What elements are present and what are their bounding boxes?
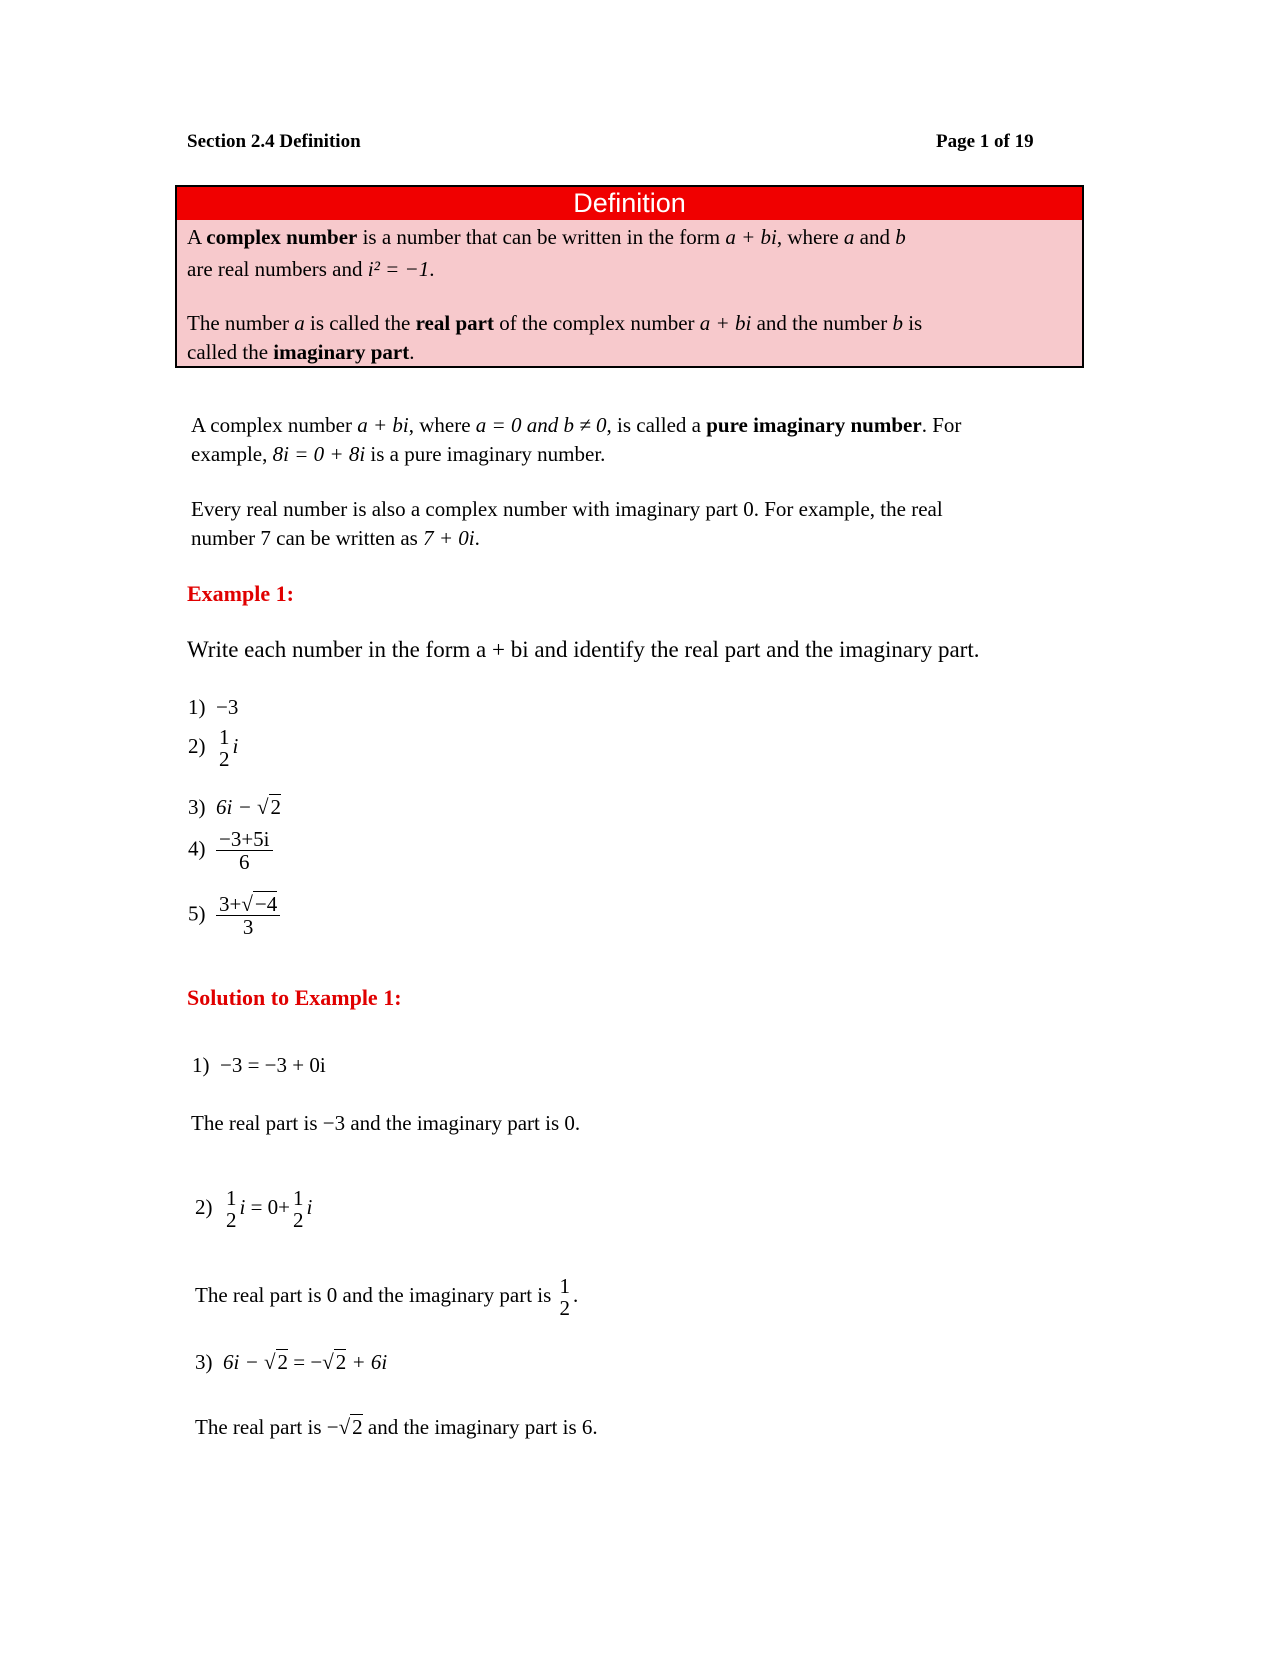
- definition-line-3: [187, 311, 922, 336]
- text: .: [573, 1282, 579, 1307]
- fraction: [223, 1187, 240, 1231]
- math: 7 + 0i: [423, 526, 475, 550]
- denominator: 2: [226, 1208, 237, 1233]
- solution-3-text: The real part is −√2 and the imaginary part is 6.: [195, 1415, 598, 1439]
- math: 6i −: [223, 1350, 265, 1374]
- denominator: 2: [293, 1208, 304, 1233]
- example-item-1: [188, 695, 238, 720]
- math: b: [895, 225, 906, 249]
- radicand: 2: [335, 1350, 347, 1374]
- term-complex-number: complex number: [206, 225, 358, 249]
- math: a + bi: [725, 225, 777, 249]
- math: i: [239, 1194, 246, 1219]
- math: a + bi: [699, 311, 752, 335]
- text: .: [409, 340, 415, 364]
- numerator: −3+5i: [219, 827, 270, 851]
- text: . For: [921, 413, 962, 437]
- text: A complex number: [191, 413, 358, 437]
- item-label: 2): [195, 1194, 213, 1219]
- math: i: [232, 733, 239, 758]
- item-label: 3): [188, 795, 206, 819]
- real-number-line-1: Every real number is also a complex number with imaginary part 0. For example, the real: [191, 497, 943, 521]
- text: are real numbers and: [187, 257, 368, 281]
- text: and: [854, 225, 896, 249]
- item-label: 3): [195, 1350, 213, 1374]
- text: .: [474, 526, 480, 550]
- text: The number: [187, 311, 295, 335]
- math: = 0+: [245, 1194, 291, 1219]
- math: i: [306, 1194, 313, 1219]
- math: b: [892, 311, 903, 335]
- solution-heading: Solution to Example 1:: [187, 985, 402, 1010]
- numerator: 1: [226, 1186, 237, 1210]
- solution-1-expr: [192, 1053, 326, 1078]
- fraction: $\frac{3+√-4}{3}$: [216, 893, 280, 938]
- numerator: 1: [219, 725, 230, 749]
- item-label: 5): [188, 901, 206, 926]
- example-item-5: [188, 893, 280, 938]
- solution-2-text: [195, 1275, 578, 1319]
- fraction: [216, 828, 273, 873]
- math: a + bi: [357, 413, 409, 437]
- example-item-4: [188, 828, 273, 873]
- example-item-3: 3) 6i − √2: [188, 795, 282, 819]
- text: , where: [408, 413, 476, 437]
- solution-2-expr: [195, 1187, 312, 1231]
- numerator: 1: [559, 1274, 571, 1298]
- example-item-2: [188, 726, 238, 770]
- section-title: Section 2.4 Definition: [187, 131, 361, 152]
- radicand: 2: [352, 1415, 363, 1439]
- text: of the complex number: [493, 311, 700, 335]
- math: a: [843, 225, 855, 249]
- math: −3 = −3 + 0i: [220, 1053, 326, 1077]
- definition-title: Definition: [177, 187, 1082, 220]
- math: −3: [216, 695, 239, 719]
- text: called the: [187, 340, 274, 364]
- math: + 6i: [346, 1350, 388, 1374]
- text: The real part is −: [195, 1415, 339, 1439]
- numerator: 1: [293, 1186, 304, 1210]
- fraction: [557, 1275, 574, 1319]
- definition-line-1: [187, 225, 906, 250]
- math: a: [294, 311, 305, 335]
- term-pure-imaginary: pure imaginary number: [706, 413, 922, 437]
- math: a = 0 and b ≠ 0: [475, 413, 607, 437]
- denominator: 3: [216, 915, 280, 938]
- definition-box: [175, 185, 1084, 368]
- solution-3-expr: 3) 6i − √2 = −√2 + 6i: [195, 1350, 388, 1374]
- radicand: 2: [277, 1350, 289, 1374]
- page-label: Page 1 of 19: [936, 131, 1034, 152]
- item-label: 1): [192, 1053, 210, 1077]
- item-label: 2): [188, 733, 206, 758]
- definition-line-2: [187, 257, 434, 282]
- text: and the imaginary part is 6.: [362, 1415, 598, 1439]
- pure-imaginary-line-1: [191, 413, 961, 438]
- math: 6i −: [216, 795, 258, 819]
- text: example,: [191, 442, 273, 466]
- radicand: 2: [270, 795, 282, 819]
- text: is: [902, 311, 923, 335]
- item-label: 4): [188, 836, 206, 861]
- radicand: −4: [254, 892, 278, 916]
- denominator: 2: [219, 747, 230, 772]
- real-number-line-2: [191, 526, 480, 551]
- example-1-heading: Example 1:: [187, 581, 294, 606]
- fraction: [216, 726, 233, 770]
- definition-line-4: [187, 340, 414, 365]
- pure-imaginary-line-2: [191, 442, 605, 467]
- solution-1-text: The real part is −3 and the imaginary part is 0.: [191, 1111, 581, 1135]
- denominator: 6: [216, 850, 273, 873]
- text: number 7 can be written as: [191, 526, 424, 550]
- denominator: 2: [559, 1296, 571, 1321]
- numerator: 3+: [219, 892, 242, 916]
- fraction: [290, 1187, 307, 1231]
- text: is a number that can be written in the form: [357, 225, 726, 249]
- term-imaginary-part: imaginary part: [273, 340, 410, 364]
- text: , where: [776, 225, 844, 249]
- text: and the number: [751, 311, 893, 335]
- term-real-part: real part: [415, 311, 494, 335]
- text: , is called a: [606, 413, 707, 437]
- text: .: [429, 257, 435, 281]
- item-label: 1): [188, 695, 206, 719]
- text: A: [187, 225, 207, 249]
- text: is a pure imaginary number.: [365, 442, 606, 466]
- math: i² = −1: [367, 257, 430, 281]
- text: is called the: [304, 311, 416, 335]
- text: The real part is 0 and the imaginary part is: [195, 1282, 557, 1307]
- math: = −: [288, 1350, 323, 1374]
- example-1-instruction: Write each number in the form a + bi and identify the real part and the imaginary part.: [187, 637, 980, 662]
- math: 8i = 0 + 8i: [272, 442, 366, 466]
